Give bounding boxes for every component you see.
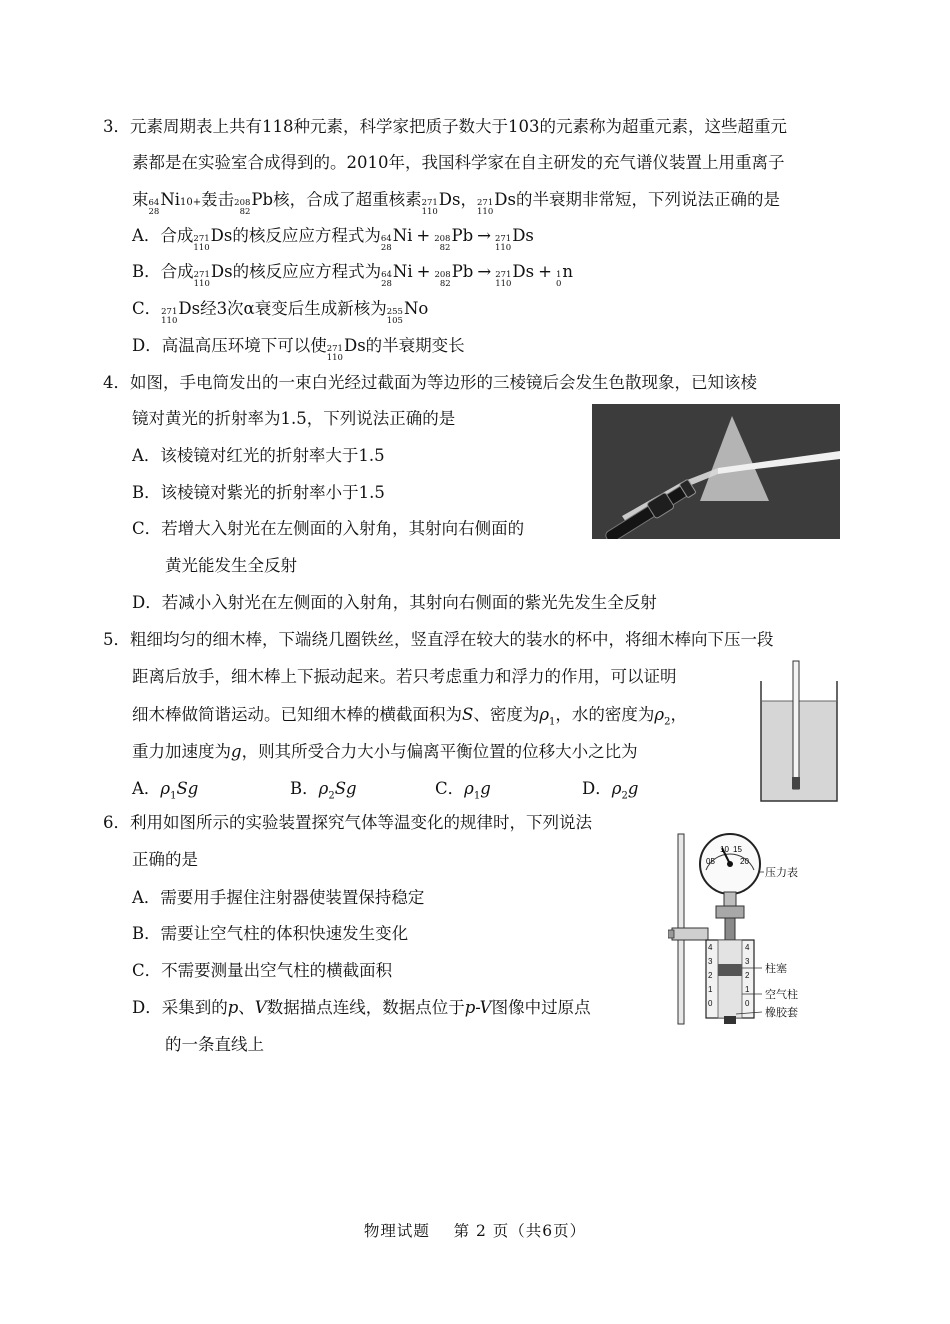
q4-option-b: B．该棱镜对紫光的折射率小于1.5 bbox=[132, 483, 385, 502]
q3-line3: 束 64 28 Ni 10+ 轰击 208 82 Pb 核，合成了超重核素 271 110 Ds ， 271 110 Ds 的半衰期非常短，下列说法正确的是 bbox=[132, 190, 780, 217]
q4-option-a: A．该棱镜对红光的折射率大于1.5 bbox=[132, 446, 385, 465]
q6-option-d: D．采集到的p、V数据描点连线，数据点位于p-V图像中过原点 bbox=[132, 998, 591, 1017]
scale-right-2: 2 bbox=[745, 971, 750, 980]
q5-line4: 重力加速度为g，则其所受合力大小与偏离平衡位置的位移大小之比为 bbox=[132, 742, 638, 761]
q4-option-d: D．若减小入射光在左侧面的入射角，其射向右侧面的紫光先发生全反射 bbox=[132, 593, 657, 612]
q6-line2: 正确的是 bbox=[132, 850, 198, 869]
scale-right-3: 3 bbox=[745, 957, 750, 966]
scale-right-1: 1 bbox=[745, 985, 750, 994]
q4-line1: 4．如图，手电筒发出的一束白光经过截面为等边形的三棱镜后会发生色散现象，已知该棱 bbox=[103, 373, 757, 392]
footer-subject: 物理试题 bbox=[363, 1222, 430, 1240]
q6-option-d-cont: 的一条直线上 bbox=[165, 1035, 264, 1054]
cup-figure bbox=[758, 659, 840, 803]
q3-option-a: A．合成 271 110 Ds 的核反应应方程式为 64 28 Ni + 208 82 Pb → 271 110 Ds bbox=[132, 226, 534, 253]
q5-option-c: C．$\rho_1g$ bbox=[435, 779, 491, 802]
gauge-20: 20 bbox=[740, 857, 749, 866]
label-rubber-cap: 橡胶套 bbox=[765, 1006, 798, 1019]
label-gauge: 压力表 bbox=[765, 866, 798, 879]
gauge-10: 10 bbox=[720, 845, 729, 854]
q6-option-c: C．不需要测量出空气柱的横截面积 bbox=[132, 961, 393, 980]
scale-left-4: 4 bbox=[708, 943, 713, 952]
q3-line1: 3．元素周期表上共有118种元素，科学家把质子数大于103的元素称为超重元素，这些超重元 bbox=[103, 117, 787, 136]
q5-option-a: A．$\rho_1Sg$ bbox=[132, 779, 199, 802]
q6-option-b: B．需要让空气柱的体积快速发生变化 bbox=[132, 924, 409, 943]
footer-page: 第 2 页（共6页） bbox=[453, 1222, 587, 1240]
q5-line1: 5．粗细均匀的细木棒，下端绕几圈铁丝，竖直浮在较大的装水的杯中，将细木棒向下压一段 bbox=[103, 630, 774, 649]
q3-line2: 素都是在实验室合成得到的。2010年，我国科学家在自主研发的充气谱仪装置上用重离子 bbox=[132, 153, 785, 172]
syringe-figure bbox=[668, 832, 818, 1026]
scale-right-0: 0 bbox=[745, 999, 750, 1008]
q3-option-b: B．合成 271 110 Ds 的核反应应方程式为 64 28 Ni + 208 82 Pb → 271 110 Ds + 1 0 n bbox=[132, 262, 574, 289]
q4-line2: 镜对黄光的折射率为1.5，下列说法正确的是 bbox=[132, 409, 456, 428]
scale-left-3: 3 bbox=[708, 957, 713, 966]
q4-option-c: C．若增大入射光在左侧面的入射角，其射向右侧面的 bbox=[132, 519, 525, 538]
label-piston: 柱塞 bbox=[765, 962, 787, 975]
q3-option-c: C． 271 110 Ds 经3次α衰变后生成新核为 255 105 No bbox=[132, 299, 429, 326]
q6-option-a: A．需要用手握住注射器使装置保持稳定 bbox=[132, 888, 425, 907]
label-air-column: 空气柱 bbox=[765, 988, 798, 1001]
gauge-15: 15 bbox=[733, 845, 742, 854]
scale-left-1: 1 bbox=[708, 985, 713, 994]
gauge-05: 05 bbox=[706, 857, 715, 866]
scale-left-0: 0 bbox=[708, 999, 713, 1008]
q5-line3: 细木棒做简谐运动。已知细木棒的横截面积为S、密度为$\rho_1$，水的密度为$\rho_2$， bbox=[132, 705, 687, 728]
q5-option-b: B．$\rho_2Sg$ bbox=[290, 779, 357, 802]
q6-line1: 6．利用如图所示的实验装置探究气体等温变化的规律时，下列说法 bbox=[103, 813, 592, 832]
q4-option-c-cont: 黄光能发生全反射 bbox=[165, 556, 297, 575]
page-footer bbox=[0, 1219, 950, 1241]
q3-option-d: D．高温高压环境下可以使 271 110 Ds 的半衰期变长 bbox=[132, 336, 465, 363]
scale-right-4: 4 bbox=[745, 943, 750, 952]
scale-left-2: 2 bbox=[708, 971, 713, 980]
prism-figure bbox=[592, 404, 840, 539]
q5-line2: 距离后放手，细木棒上下振动起来。若只考虑重力和浮力的作用，可以证明 bbox=[132, 667, 677, 686]
q5-option-d: D．$\rho_2g$ bbox=[582, 779, 639, 802]
